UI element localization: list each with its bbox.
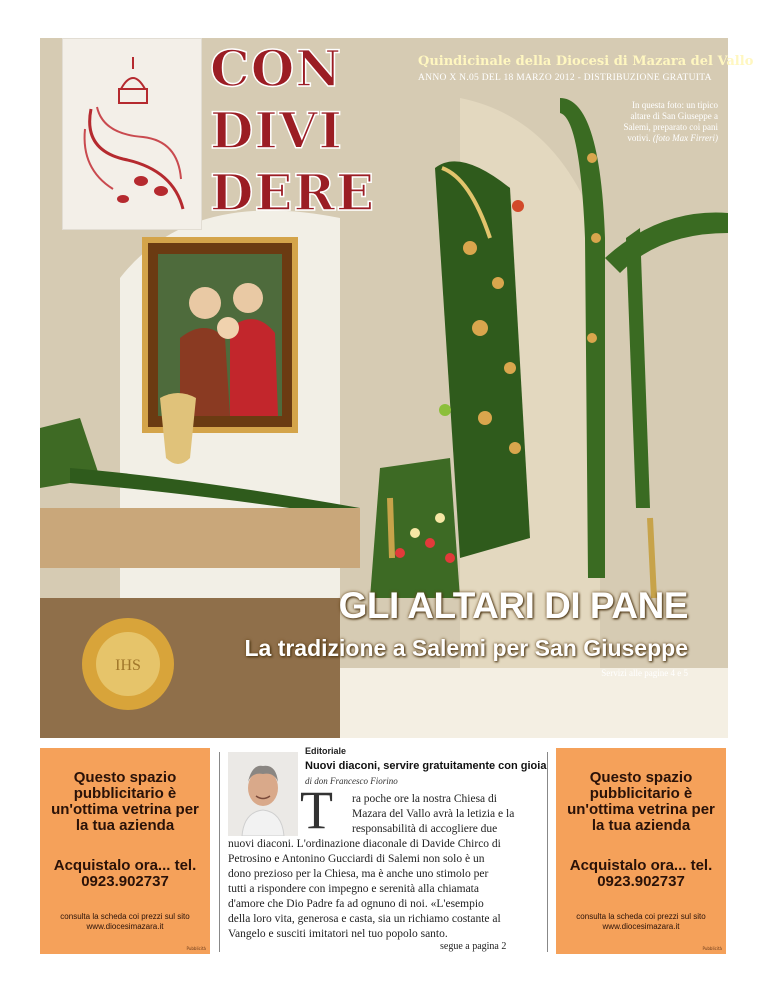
issue-line: ANNO X N.05 DEL 18 MARZO 2012 - DISTRIBUZIONE GRATUITA [418,73,712,83]
editorial-line: tutti a rispondere con impegno e serenità alla chiamata [228,883,479,895]
publication-name: Quindicinale della Diocesi di Mazara del Vallo [418,54,754,69]
ad-headline: Questo spazio pubblicitario è un'ottima vetrina per la tua azienda [567,769,715,834]
ad-small-print: consulta la scheda coi prezzi sul sito www.diocesimazara.it [576,912,706,931]
advertisement-right[interactable] [556,748,726,954]
continued-link[interactable]: segue a pagina 2 [440,941,507,952]
editorial-line: Petrosino e Antonino Gucciardi di Salemi non solo è un [228,853,485,865]
ad-call-to-action: Acquistalo ora... tel. 0923.902737 [53,857,197,890]
editorial-line: dono prezioso per la Chiesa, ma è anche uno stimolo per [228,868,489,880]
photo-credit: (foto Max Firreri) [652,133,718,143]
masthead-line-1: CON [210,39,343,98]
ad-headline: Questo spazio pubblicitario è un'ottima vetrina per la tua azienda [51,769,199,834]
editorial-line: d'amore che Dio Padre fa ad ognuno di noi. «L'esempio [228,898,484,910]
masthead-title [210,39,376,228]
cover-headline: GLI ALTARI DI PANE [338,585,688,626]
editorial-line: nuovi diaconi. L'ordinazione diaconale di Davide Chirco di [228,838,501,850]
photo-caption [610,100,718,144]
masthead-line-2: DIVI [210,101,343,160]
ad-call-to-action: Acquistalo ora... tel. 0923.902737 [569,857,713,890]
diocese-logo [62,38,202,230]
editorial-line: della loro vita, generosa e casta, sia un richiamo costante al [228,913,501,925]
editorial-line: Mazara del Vallo avrà la letizia e la [352,808,515,820]
cover-subheadline: La tradizione a Salemi per San Giuseppe [244,635,688,661]
column-divider [547,752,548,952]
ad-tag: Pubblicità [186,946,206,951]
caption-text: In questa foto: un tipico altare di San Giuseppe a Salemi, preparato coi pani votivi. [623,100,718,143]
drop-cap: T [300,780,333,840]
editorial-label: Editoriale [305,746,347,756]
advertisement-left[interactable] [40,748,210,954]
sun-emblem-text: IHS [115,657,141,674]
editorial-title: Nuovi diaconi, servire gratuitamente con gioia [305,760,547,772]
ad-tag: Pubblicità [702,946,722,951]
editorial-body [228,792,544,942]
editorial-line: responsabilità di accogliere due [352,823,498,835]
editorial-line: Vangelo e susciti imitatori nel tuo popolo santo. [228,928,448,940]
services-reference: Servizi alle pagine 4 e 5 [601,668,688,678]
editorial-author: di don Francesco Fiorino [305,776,398,786]
ad-small-print: consulta la scheda coi prezzi sul sito www.diocesimazara.it [60,912,190,931]
column-divider [219,752,220,952]
editorial-line: ra poche ore la nostra Chiesa di [352,793,497,805]
masthead-line-3: DERE [210,163,376,222]
